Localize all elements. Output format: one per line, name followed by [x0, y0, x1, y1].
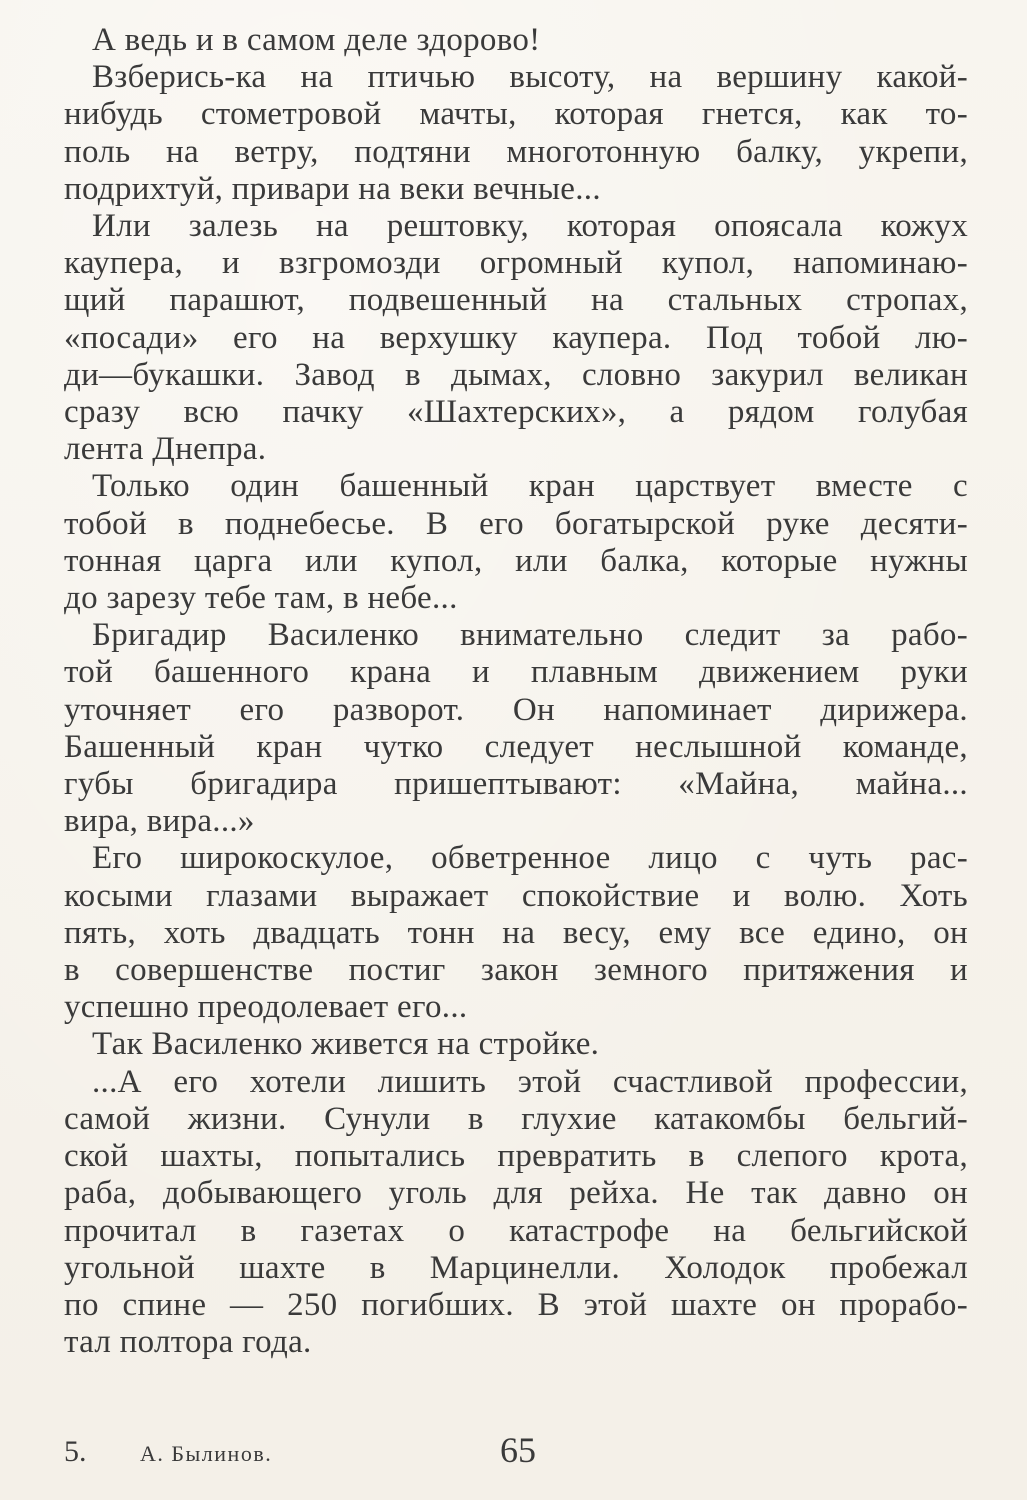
text-line: тобой в поднебесье. В его богатырской руке десяти- [64, 505, 968, 542]
text-line: нибудь стометровой мачты, которая гнется, как то- [64, 96, 968, 133]
text-line: по спине — 250 погибших. В этой шахте он прорабо- [64, 1286, 968, 1323]
text-line: самой жизни. Сунули в глухие катакомбы бельгий- [64, 1100, 968, 1137]
page-footer [0, 1425, 1027, 1475]
paragraph [64, 1026, 968, 1063]
text-line: косыми глазами выражает спокойствие и волю. Хоть [64, 877, 968, 914]
text-line: до зарезу тебе там, в небе... [64, 580, 458, 617]
text-line: поль на ветру, подтяни многотонную балку, укрепи, [64, 133, 968, 170]
text-line: прочитал в газетах о катастрофе на бельгийской [64, 1212, 968, 1249]
text-line: тал полтора года. [64, 1324, 312, 1361]
text-line: лента Днепра. [64, 431, 267, 468]
text-line: той башенного крана и плавным движением руки [64, 654, 968, 691]
text-line: «посади» его на верхушку каупера. Под тобой лю- [64, 319, 968, 356]
signature-number: 5. [64, 1435, 87, 1468]
paragraph [64, 59, 968, 208]
text-line: А ведь и в самом деле здорово! [92, 22, 541, 58]
signature-author: А. Былинов. [140, 1441, 273, 1466]
text-line: Так Василенко живется на стройке. [92, 1026, 600, 1063]
text-line: ...А его хотели лишить этой счастливой профессии, [92, 1063, 968, 1100]
paragraph [64, 468, 968, 617]
text-line: щий парашют, подвешенный на стальных стропах, [64, 282, 968, 319]
paragraph [64, 22, 968, 59]
text-line: уточняет его разворот. Он напоминает дирижера. [64, 691, 968, 728]
text-line: Только один башенный кран царствует вместе с [92, 468, 968, 505]
page-text [64, 22, 968, 1361]
text-line: вира, вира...» [64, 803, 255, 840]
text-line: сразу всю пачку «Шахтерских», а рядом голубая [64, 394, 968, 431]
page-number: 65 [500, 1430, 536, 1470]
text-line: ской шахты, попытались превратить в слепого крота, [64, 1138, 968, 1175]
text-line: Бригадир Василенко внимательно следит за рабо- [92, 617, 968, 654]
text-line: губы бригадира пришептывают: «Майна, майна... [64, 766, 968, 803]
text-line: угольной шахте в Марцинелли. Холодок пробежал [64, 1249, 968, 1286]
text-line: каупера, и взгромозди огромный купол, напоминаю- [64, 245, 968, 282]
text-line: тонная царга или купол, или балка, которые нужны [64, 542, 968, 579]
text-line: Или залезь на рештовку, которая опоясала кожух [92, 208, 968, 245]
paragraph [64, 1064, 968, 1362]
text-line: Взберись-ка на птичью высоту, на вершину какой- [92, 59, 968, 96]
text-line: подрихтуй, привари на веки вечные... [64, 170, 601, 207]
text-line: в совершенстве постиг закон земного притяжения и [64, 952, 968, 989]
text-line: ди—букашки. Завод в дымах, словно закурил великан [64, 356, 968, 393]
text-line: раба, добывающего уголь для рейха. Не так давно он [64, 1175, 968, 1212]
text-line: успешно преодолевает его... [64, 989, 468, 1026]
text-line: Башенный кран чутко следует неслышной команде, [64, 728, 968, 765]
text-line: Его широкоскулое, обветренное лицо с чуть рас- [92, 840, 968, 877]
paragraph [64, 208, 968, 468]
paragraph [64, 617, 968, 840]
text-line: пять, хоть двадцать тонн на весу, ему все едино, он [64, 914, 968, 951]
paragraph [64, 840, 968, 1026]
